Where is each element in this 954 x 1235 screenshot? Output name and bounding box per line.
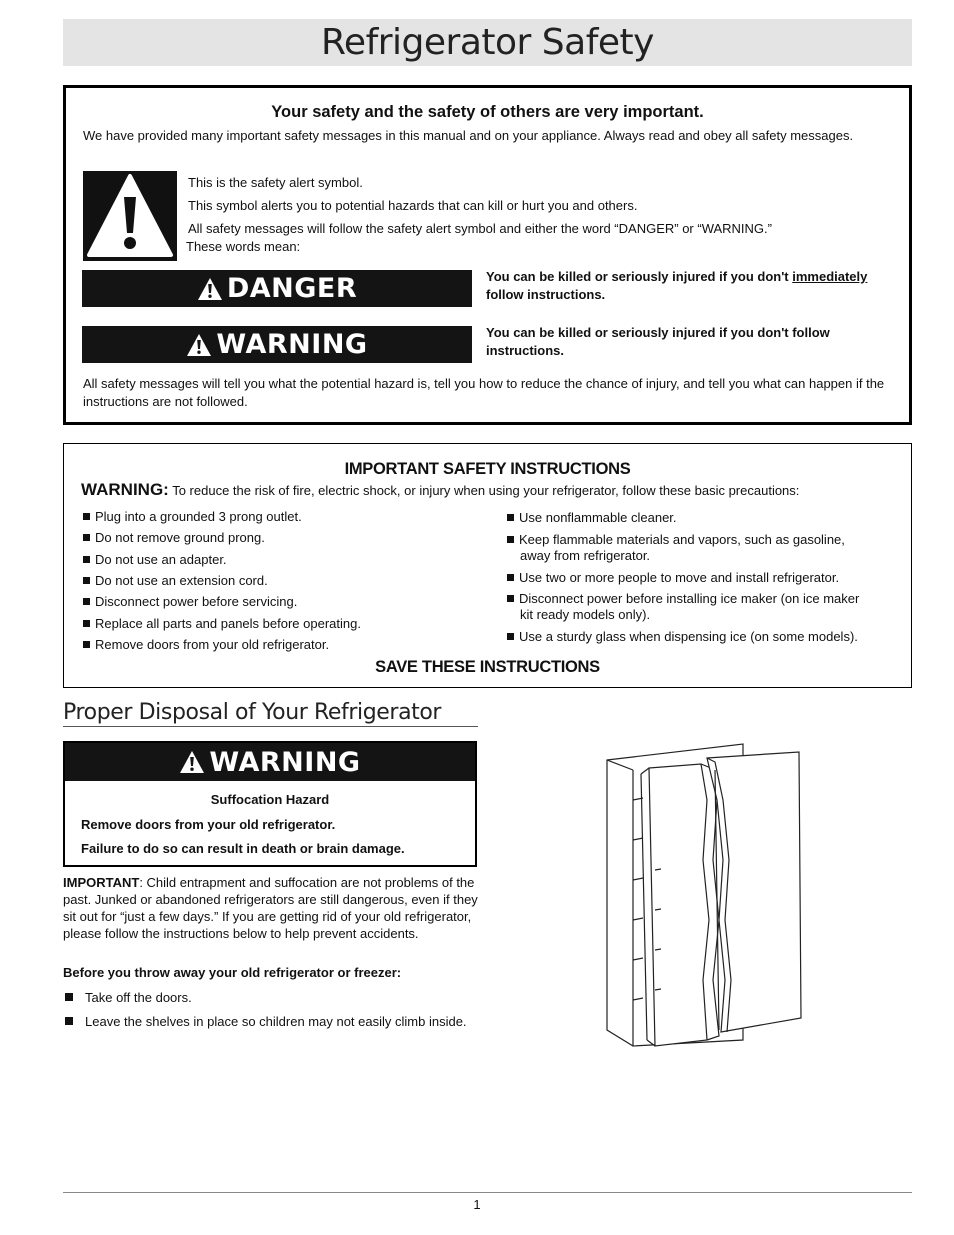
- symbol-line: All safety messages will follow the safety alert symbol and either the word “DANGER” or “WARNING.”: [188, 221, 772, 236]
- danger-text: You can be killed or seriously injured if you don't: [486, 269, 793, 284]
- instructions-warning: [81, 480, 799, 500]
- important-text: : Child entrapment and suffocation are not problems of the past. Junked or abandoned refrigerators are still dangerous, even if they sit out for “just a few days.” If you are getting rid of your old refrigerator, please follow the instructions below to help prevent accidents.: [63, 875, 478, 941]
- list-item: Replace all parts and panels before operating.: [83, 616, 361, 632]
- important-safety-instructions-box: [63, 443, 912, 688]
- warning-description: You can be killed or seriously injured if you don't follow instructions.: [486, 325, 830, 358]
- list-item: Disconnect power before installing ice maker (on ice maker kit ready models only).: [507, 591, 859, 623]
- page-number: 1: [473, 1197, 481, 1212]
- list-item: Disconnect power before servicing.: [83, 594, 297, 610]
- danger-text-end: follow instructions.: [486, 287, 606, 302]
- page-title-bar: [63, 19, 912, 66]
- alert-triangle-icon: [186, 333, 212, 357]
- danger-text-emphasis: immediately: [792, 269, 868, 284]
- save-instructions: SAVE THESE INSTRUCTIONS: [375, 658, 600, 676]
- hazard-line: Failure to do so can result in death or brain damage.: [81, 841, 405, 856]
- danger-signal-banner: [82, 270, 472, 307]
- disposal-section-title: Proper Disposal of Your Refrigerator: [63, 700, 478, 727]
- hazard-title: Suffocation Hazard: [210, 792, 330, 807]
- alert-triangle-icon: [197, 277, 223, 301]
- warning-signal-banner: [82, 326, 472, 363]
- warning-label: WARNING: [209, 746, 361, 778]
- warning-banner: [65, 743, 475, 781]
- danger-description: [486, 268, 904, 304]
- symbol-line: This is the safety alert symbol.: [188, 175, 363, 190]
- suffocation-warning-box: [63, 741, 477, 867]
- important-label: IMPORTANT: [63, 875, 140, 890]
- warning-word: WARNING:: [81, 480, 169, 499]
- list-item: Keep flammable materials and vapors, such as gasoline, away from refrigerator.: [507, 532, 845, 564]
- safety-message-box: [63, 85, 912, 425]
- safety-intro: We have provided many important safety messages in this manual and on your appliance. Always read and obey all safety messages.: [83, 128, 854, 143]
- hazard-line: Remove doors from your old refrigerator.: [81, 817, 336, 832]
- footer-rule: [63, 1192, 912, 1193]
- warning-label: WARNING: [216, 329, 368, 360]
- list-item: Remove doors from your old refrigerator.: [83, 637, 329, 653]
- important-paragraph: [63, 874, 481, 942]
- before-heading: Before you throw away your old refrigerator or freezer:: [63, 965, 402, 980]
- list-item: Leave the shelves in place so children may not easily climb inside.: [63, 1013, 473, 1030]
- safety-outro: All safety messages will tell you what the potential hazard is, tell you how to reduce the chance of injury, and tell you what can happen if the instructions are not followed.: [83, 376, 885, 409]
- safety-alert-symbol-icon: [83, 171, 177, 261]
- symbol-line: These words mean:: [186, 239, 301, 254]
- symbol-line: This symbol alerts you to potential hazards that can kill or hurt you and others.: [188, 198, 638, 213]
- list-item: Do not remove ground prong.: [83, 530, 265, 546]
- warning-text: To reduce the risk of fire, electric shock, or injury when using your refrigerator, follow these basic precautions:: [172, 483, 800, 498]
- list-item: Do not use an adapter.: [83, 552, 227, 568]
- list-item: Use a sturdy glass when dispensing ice (on some models).: [507, 629, 858, 645]
- list-item: Use two or more people to move and install refrigerator.: [507, 570, 839, 586]
- refrigerator-illustration: [603, 740, 805, 1057]
- safety-headline: Your safety and the safety of others are very important.: [271, 103, 704, 121]
- danger-label: DANGER: [226, 273, 358, 304]
- page-title: Refrigerator Safety: [321, 22, 654, 63]
- list-item: Plug into a grounded 3 prong outlet.: [83, 509, 302, 525]
- list-item: Use nonflammable cleaner.: [507, 510, 677, 526]
- instructions-heading: IMPORTANT SAFETY INSTRUCTIONS: [344, 460, 631, 478]
- list-item: Do not use an extension cord.: [83, 573, 268, 589]
- alert-triangle-icon: [179, 750, 205, 774]
- list-item: Take off the doors.: [63, 989, 473, 1006]
